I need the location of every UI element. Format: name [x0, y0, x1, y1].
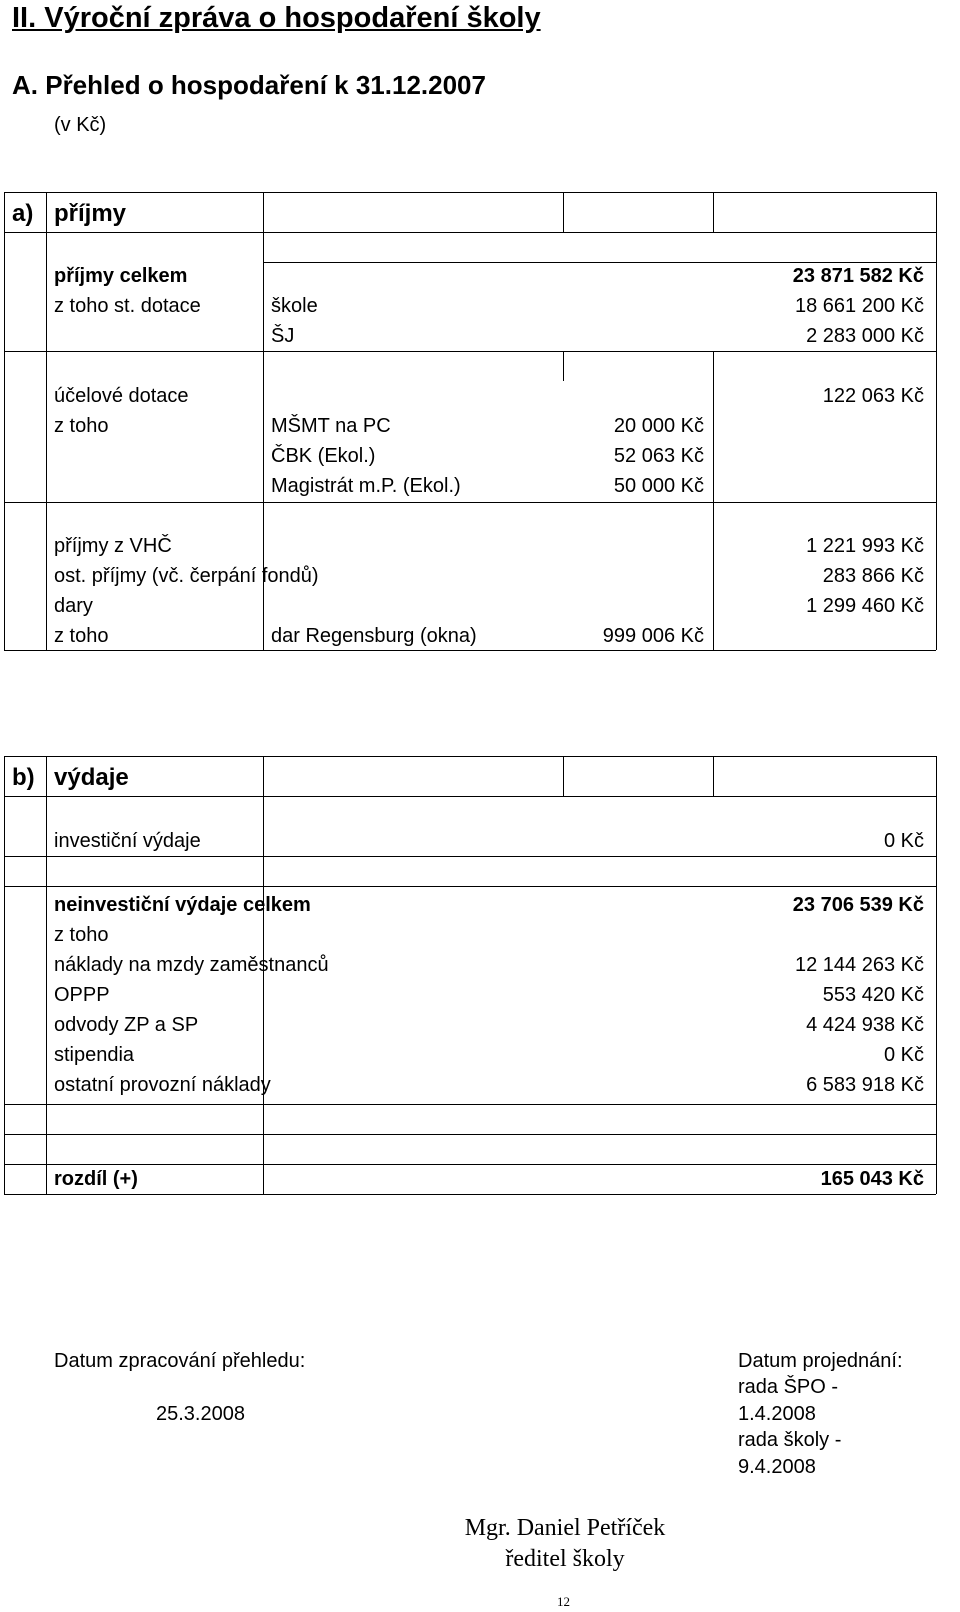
difference-value: 165 043 Kč	[820, 1168, 924, 1190]
discussed-date-label: Datum projednání:	[738, 1350, 903, 1372]
other-income-value: 283 866 Kč	[822, 565, 924, 587]
income-total-label: příjmy celkem	[54, 265, 188, 287]
msmt-value: 20 000 Kč	[613, 415, 704, 437]
school-council-date: 9.4.2008	[738, 1456, 816, 1478]
income-section-letter: a)	[12, 200, 34, 227]
gifts-of-which-label: z toho	[54, 625, 109, 647]
other-income-label: ost. příjmy (vč. čerpání fondů)	[54, 565, 319, 587]
spo-council-label: rada ŠPO -	[738, 1376, 839, 1398]
processed-date: 25.3.2008	[156, 1403, 245, 1425]
page-number: 12	[557, 1594, 570, 1609]
magistrat-value: 50 000 Kč	[613, 475, 704, 497]
stipend-value: 0 Kč	[883, 1044, 924, 1066]
gifts-value: 1 299 460 Kč	[806, 595, 924, 617]
opex-value: 6 583 918 Kč	[806, 1074, 924, 1096]
expenses-section-heading: výdaje	[54, 764, 129, 791]
oppp-value: 553 420 Kč	[822, 984, 924, 1006]
vhc-label: příjmy z VHČ	[54, 535, 172, 557]
msmt-label: MŠMT na PC	[271, 415, 391, 437]
signature-name: Mgr. Daniel Petříček	[464, 1515, 666, 1541]
school-label: škole	[271, 295, 318, 317]
targeted-subsidy-value: 122 063 Kč	[822, 385, 924, 407]
vhc-value: 1 221 993 Kč	[806, 535, 924, 557]
report-title: II. Výroční zpráva o hospodaření školy	[12, 2, 541, 34]
noninvest-value: 23 706 539 Kč	[792, 894, 924, 916]
noninvest-label: neinvestiční výdaje celkem	[54, 894, 311, 916]
expenses-section-letter: b)	[12, 764, 35, 791]
state-subsidy-label: z toho st. dotace	[54, 295, 201, 317]
magistrat-label: Magistrát m.P. (Ekol.)	[271, 475, 461, 497]
targeted-subsidy-label: účelové dotace	[54, 385, 189, 407]
signature-role: ředitel školy	[505, 1546, 625, 1572]
targeted-of-which-label: z toho	[54, 415, 109, 437]
currency-unit: (v Kč)	[54, 114, 107, 136]
zp-sp-value: 4 424 938 Kč	[806, 1014, 924, 1036]
expenses-of-which-label: z toho	[54, 924, 109, 946]
cbk-label: ČBK (Ekol.)	[271, 445, 376, 467]
income-section-heading: příjmy	[54, 200, 127, 227]
regensburg-label: dar Regensburg (okna)	[271, 625, 477, 647]
regensburg-value: 999 006 Kč	[602, 625, 704, 647]
opex-label: ostatní provozní náklady	[54, 1074, 271, 1096]
spo-council-date: 1.4.2008	[738, 1403, 816, 1425]
cbk-value: 52 063 Kč	[613, 445, 704, 467]
processed-date-label: Datum zpracování přehledu:	[54, 1350, 306, 1372]
school-council-label: rada školy -	[738, 1429, 842, 1451]
zp-sp-label: odvody ZP a SP	[54, 1014, 199, 1036]
wages-label: náklady na mzdy zaměstnanců	[54, 954, 329, 976]
income-total-value: 23 871 582 Kč	[792, 265, 924, 287]
investment-label: investiční výdaje	[54, 830, 201, 852]
oppp-label: OPPP	[54, 984, 110, 1006]
stipend-label: stipendia	[54, 1044, 135, 1066]
school-value: 18 661 200 Kč	[795, 295, 924, 317]
sj-value: 2 283 000 Kč	[806, 325, 924, 347]
report-subtitle: A. Přehled o hospodaření k 31.12.2007	[12, 70, 486, 100]
sj-label: ŠJ	[271, 325, 295, 347]
wages-value: 12 144 263 Kč	[795, 954, 924, 976]
investment-value: 0 Kč	[883, 830, 924, 852]
gifts-label: dary	[54, 595, 93, 617]
difference-label: rozdíl (+)	[54, 1168, 138, 1190]
